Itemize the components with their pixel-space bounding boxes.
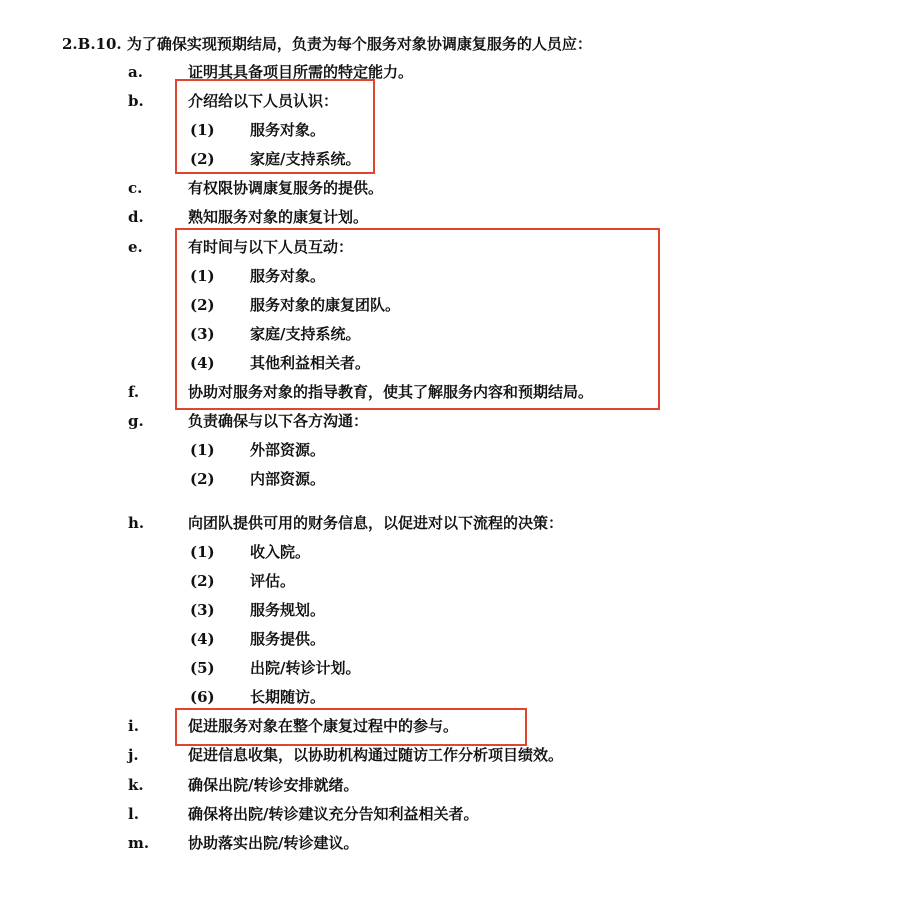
subitem-text-g2: 内部资源。	[250, 470, 326, 488]
subitem-num-h4: (4)	[190, 630, 215, 648]
subitem-num-b1: (1)	[190, 121, 215, 139]
item-text-j: 促进信息收集，以协助机构通过随访工作分析项目绩效。	[188, 746, 564, 764]
item-text-b: 介绍给以下人员认识：	[188, 92, 339, 110]
highlight-box-e-f	[175, 228, 660, 410]
subitem-num-e2: (2)	[190, 296, 215, 314]
subitem-text-h3: 服务规划。	[250, 601, 326, 619]
subitem-num-e3: (3)	[190, 325, 215, 343]
item-letter-h: h.	[128, 514, 145, 532]
item-letter-a: a.	[128, 63, 143, 81]
subitem-num-h6: (6)	[190, 688, 215, 706]
subitem-text-h2: 评估。	[250, 572, 296, 590]
subitem-num-h1: (1)	[190, 543, 215, 561]
item-letter-m: m.	[128, 834, 150, 852]
item-text-a: 证明其具备项目所需的特定能力。	[188, 63, 414, 81]
item-text-g: 负责确保与以下各方沟通：	[188, 412, 369, 430]
subitem-text-h6: 长期随访。	[250, 688, 326, 706]
subitem-text-e3: 家庭/支持系统。	[250, 325, 361, 343]
highlight-box-b	[175, 79, 375, 174]
item-letter-f: f.	[128, 383, 140, 401]
subitem-text-h4: 服务提供。	[250, 630, 326, 648]
highlight-box-i	[175, 708, 527, 746]
subitem-num-g1: (1)	[190, 441, 215, 459]
subitem-text-e1: 服务对象。	[250, 267, 326, 285]
subitem-text-h5: 出院/转诊计划。	[250, 659, 361, 677]
item-text-h: 向团队提供可用的财务信息，以促进对以下流程的决策：	[188, 514, 564, 532]
item-letter-c: c.	[128, 179, 143, 197]
subitem-num-e4: (4)	[190, 354, 215, 372]
subitem-text-e2: 服务对象的康复团队。	[250, 296, 401, 314]
item-letter-g: g.	[128, 412, 144, 430]
item-letter-e: e.	[128, 238, 143, 256]
item-text-k: 确保出院/转诊安排就绪。	[188, 776, 359, 794]
item-letter-j: j.	[128, 746, 139, 764]
item-text-m: 协助落实出院/转诊建议。	[188, 834, 359, 852]
item-text-f: 协助对服务对象的指导教育，使其了解服务内容和预期结局。	[188, 383, 594, 401]
subitem-text-g1: 外部资源。	[250, 441, 326, 459]
item-letter-b: b.	[128, 92, 144, 110]
subitem-num-h2: (2)	[190, 572, 215, 590]
subitem-text-b2: 家庭/支持系统。	[250, 150, 361, 168]
subitem-text-h1: 收入院。	[250, 543, 311, 561]
subitem-num-h5: (5)	[190, 659, 215, 677]
item-letter-l: l.	[128, 805, 139, 823]
item-letter-i: i.	[128, 717, 139, 735]
subitem-num-e1: (1)	[190, 267, 215, 285]
item-text-i: 促进服务对象在整个康复过程中的参与。	[188, 717, 459, 735]
subitem-num-g2: (2)	[190, 470, 215, 488]
subitem-text-e4: 其他利益相关者。	[250, 354, 371, 372]
item-text-e: 有时间与以下人员互动：	[188, 238, 354, 256]
item-letter-d: d.	[128, 208, 144, 226]
subitem-text-b1: 服务对象。	[250, 121, 326, 139]
item-text-l: 确保将出院/转诊建议充分告知利益相关者。	[188, 805, 479, 823]
subitem-num-h3: (3)	[190, 601, 215, 619]
subitem-num-b2: (2)	[190, 150, 215, 168]
item-letter-k: k.	[128, 776, 144, 794]
item-text-d: 熟知服务对象的康复计划。	[188, 208, 369, 226]
section-heading: 2.B.10. 为了确保实现预期结局，负责为每个服务对象协调康复服务的人员应：	[62, 35, 592, 53]
item-text-c: 有权限协调康复服务的提供。	[188, 179, 384, 197]
